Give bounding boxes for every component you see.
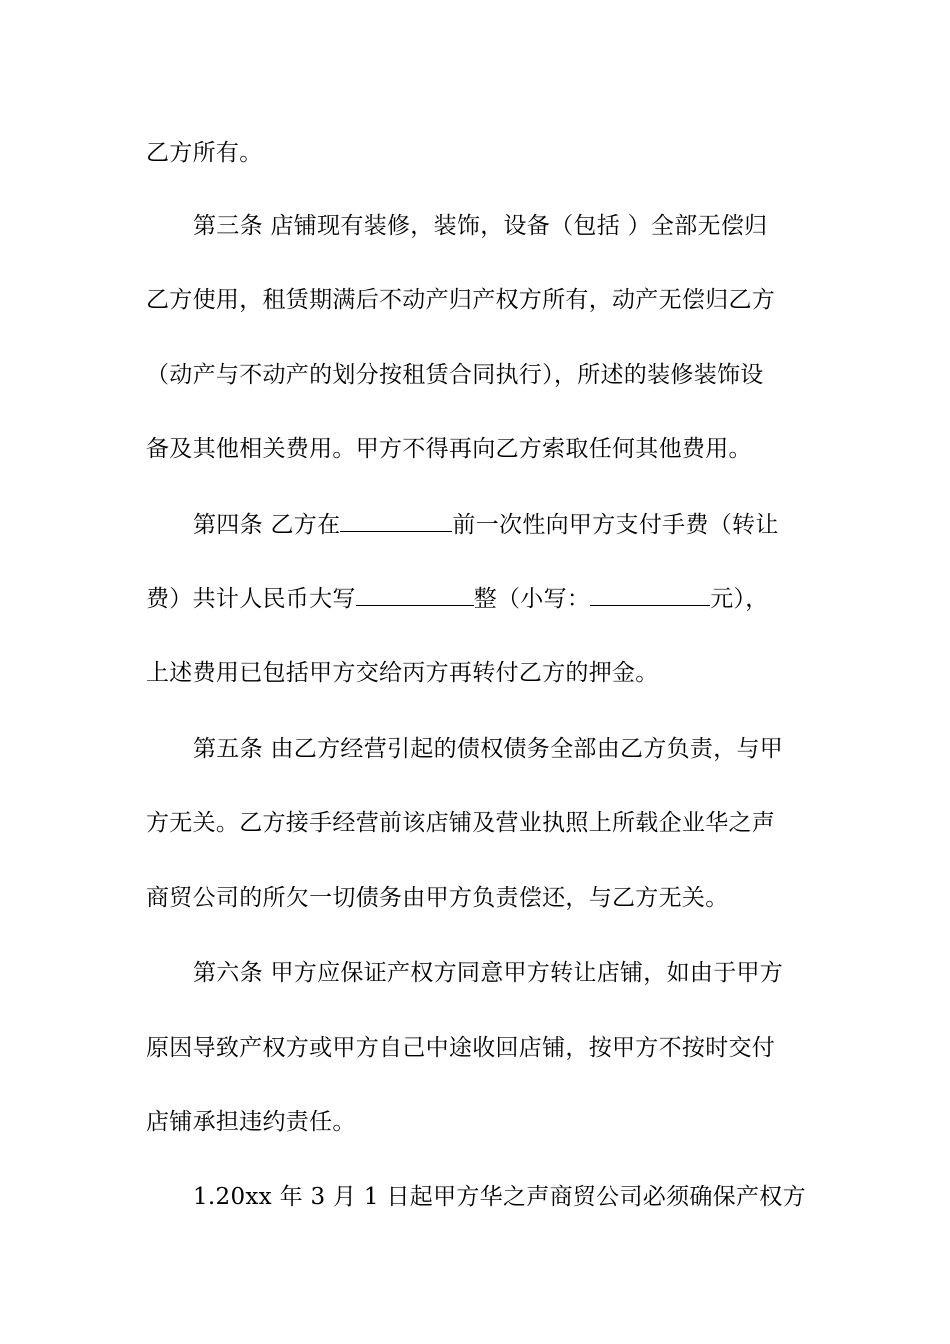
clause-1-line: 1.20xx 年 3 月 1 日起甲方华之声商贸公司必须确保产权方 (193, 1184, 806, 1210)
paragraph-line: 乙方所有。 (146, 140, 263, 166)
article-4-text: 整（小写： (473, 586, 591, 612)
paragraph-line: 备及其他相关费用。甲方不得再向乙方索取任何其他费用。 (146, 436, 752, 462)
date-blank-field (340, 509, 452, 532)
paragraph-line: （动产与不动产的划分按租赁合同执行），所述的装修装饰设 (146, 362, 764, 388)
article-3-heading-line: 第三条 店铺现有装修，装饰，设备（包括 ）全部无偿归 (193, 213, 768, 239)
paragraph-line: 乙方使用，租赁期满后不动产归产权方所有，动产无偿归乙方 (146, 287, 776, 313)
article-4-text: 前一次性向甲方支付手费（转让 (452, 512, 779, 538)
paragraph-line: 原因导致产权方或甲方自己中途收回店铺，按甲方不按时交付 (146, 1035, 776, 1061)
paragraph-line: 方无关。乙方接手经营前该店铺及营业执照上所载企业华之声 (146, 810, 776, 836)
article-4-amount-line (146, 583, 816, 614)
amount-lowercase-blank-field (590, 583, 710, 606)
paragraph-line: 上述费用已包括甲方交给丙方再转付乙方的押金。 (146, 660, 659, 686)
paragraph-line: 商贸公司的所欠一切债务由甲方负责偿还，与乙方无关。 (146, 885, 729, 911)
paragraph-line: 店铺承担违约责任。 (146, 1109, 356, 1135)
article-4-heading-line (193, 509, 863, 540)
article-4-text: 费）共计人民币大写 (146, 586, 356, 612)
article-5-heading-line: 第五条 由乙方经营引起的债权债务全部由乙方负责，与甲 (193, 736, 784, 762)
article-6-heading-line: 第六条 甲方应保证产权方同意甲方转让店铺，如由于甲方 (193, 960, 784, 986)
article-4-text: 第四条 乙方在 (193, 512, 341, 538)
article-4-text: 元）， (710, 586, 769, 612)
amount-uppercase-blank-field (356, 583, 474, 606)
